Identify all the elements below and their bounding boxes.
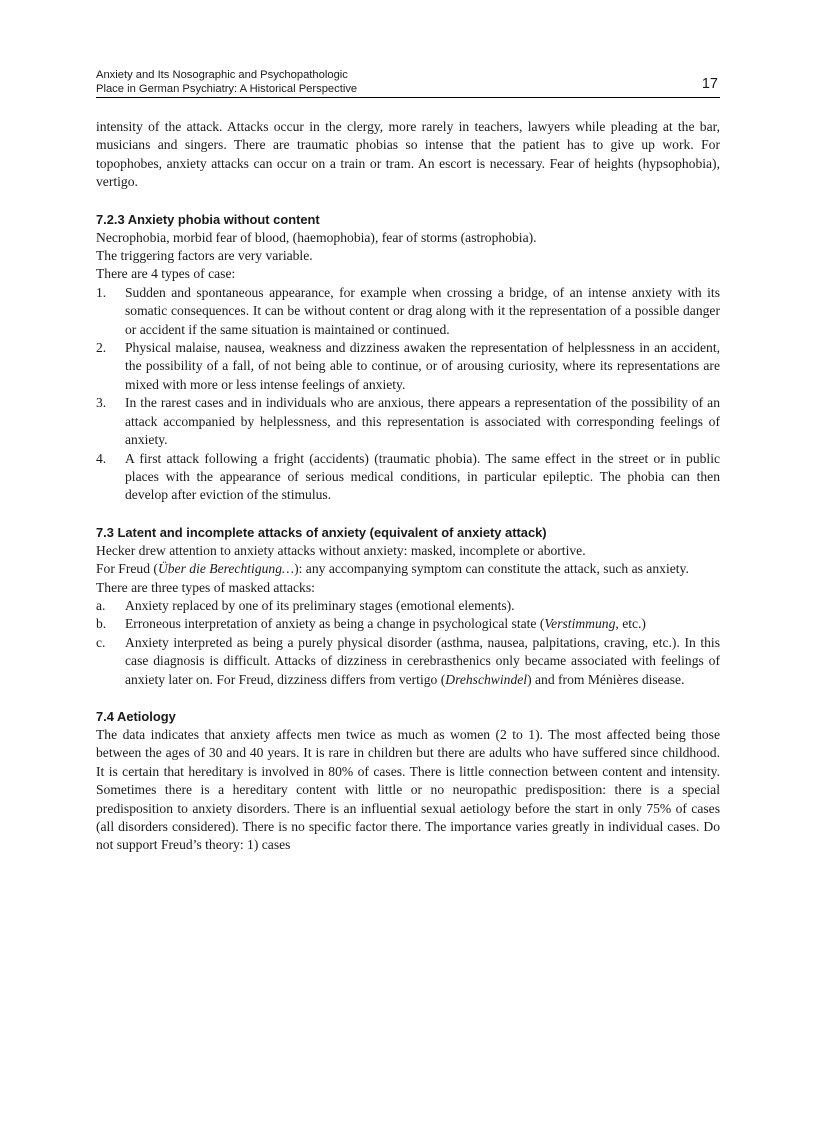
- italic-term: Drehschwindel: [445, 671, 528, 687]
- list-marker: 3.: [96, 395, 107, 411]
- s723-line-3: There are 4 types of case:: [96, 266, 236, 282]
- list-item-text: Sudden and spontaneous appearance, for example when crossing a bridge, of an intense anxiety with its somatic consequences. It can be without content or drag along with it the representation of a possible danger or accident if the same situation is maintained or continued.: [125, 284, 720, 337]
- list-marker: b.: [96, 616, 107, 632]
- list-item: [96, 597, 720, 615]
- list-item-text: Anxiety replaced by one of its preliminary stages (emotional elements).: [125, 597, 515, 613]
- s73-paragraph-2: [96, 560, 720, 578]
- s723-line-2: The triggering factors are very variable.: [96, 248, 313, 264]
- s73-paragraph-3: There are three types of masked attacks:: [96, 579, 315, 595]
- text-run: Erroneous interpretation of anxiety as being a change in psychological state (: [125, 616, 545, 632]
- text-run: ) and from Ménières disease.: [527, 671, 685, 687]
- italic-title: Über die Berechtigung…: [157, 561, 295, 577]
- list-item: [96, 394, 720, 449]
- text-run: , etc.): [615, 616, 646, 632]
- list-item: [96, 284, 720, 339]
- list-marker: a.: [96, 597, 106, 613]
- header-title-line-2: Place in German Psychiatry: A Historical Perspective: [96, 82, 358, 95]
- running-header: [96, 69, 720, 98]
- section-heading-7-3: 7.3 Latent and incomplete attacks of anxiety (equivalent of anxiety attack): [96, 524, 547, 540]
- page-body: [96, 118, 720, 855]
- list-marker: 4.: [96, 450, 107, 466]
- list-item: [96, 615, 720, 633]
- list-item: [96, 450, 720, 505]
- intro-paragraph: intensity of the attack. Attacks occur in the clergy, more rarely in teachers, lawyers while pleading at the bar, musicians and singers. There are traumatic phobias so intense that the patient has to give up work. For topophobes, anxiety attacks can occur on a train or tram. An escort is necessary. Fear of heights (hypsophobia), vertigo.: [96, 119, 720, 190]
- list-item: [96, 634, 720, 689]
- s723-line-1: Necrophobia, morbid fear of blood, (haemophobia), fear of storms (astrophobia).: [96, 229, 537, 245]
- text-run: For Freud (: [96, 561, 158, 577]
- list-item-text: In the rarest cases and in individuals who are anxious, there appears a representation of the possibility of an attack accompanied by helplessness, and this representation is associated with corresponding feelings of anxiety.: [125, 395, 720, 448]
- masked-attack-list: [96, 597, 720, 689]
- section-heading-7-2-3: 7.2.3 Anxiety phobia without content: [96, 211, 320, 227]
- page-number: 17: [701, 76, 718, 92]
- list-item: [96, 339, 720, 394]
- list-marker: 2.: [96, 340, 107, 356]
- list-marker: 1.: [96, 284, 107, 300]
- list-marker: c.: [96, 634, 106, 650]
- header-title-line-1: Anxiety and Its Nosographic and Psychopathologic: [96, 69, 348, 81]
- italic-term: Verstimmung: [544, 616, 616, 632]
- section-heading-7-4: 7.4 Aetiology: [96, 708, 176, 724]
- s73-paragraph-1: Hecker drew attention to anxiety attacks without anxiety: masked, incomplete or abortive.: [96, 542, 586, 558]
- case-type-list: [96, 284, 720, 505]
- list-item-text: Physical malaise, nausea, weakness and dizziness awaken the representation of helplessness in an accident, the possibility of a fall, of not being able to continue, or of arousing curiosity, where its representations are mixed with more or less intense feelings of anxiety.: [125, 340, 720, 392]
- text-run: ): any accompanying symptom can constitute the attack, such as anxiety.: [294, 561, 689, 577]
- aetiology-paragraph: The data indicates that anxiety affects men twice as much as women (2 to 1). The most affected being those between the ages of 30 and 40 years. It is rare in children but there are adults who have suffered since childhood. It is certain that hereditary is involved in 80% of cases. There is little connection between content and intensity. Sometimes there is a hereditary content with little or no neuropathic predisposition: there is a special predisposition to anxiety disorders. There is an influential sexual aetiology before the start in only 75% of cases (all disorders considered). There is no specific factor there. The importance varies greatly in individual cases. Do not support Freud’s theory: 1) cases: [96, 726, 720, 853]
- list-item-text: A first attack following a fright (accidents) (traumatic phobia). The same effect in the street or in public places with the appearance of serious medical conditions, in particular epileptic. The phobia can then develop after eviction of the stimulus.: [125, 450, 720, 503]
- text-run: Anxiety interpreted as being a purely physical disorder (asthma, nausea, palpitations, craving, etc.). In this case diagnosis is difficult. Attacks of dizziness in cerebrasthenics only became associated with feelings of anxiety later on. For Freud, dizziness differs from vertigo (: [125, 634, 720, 687]
